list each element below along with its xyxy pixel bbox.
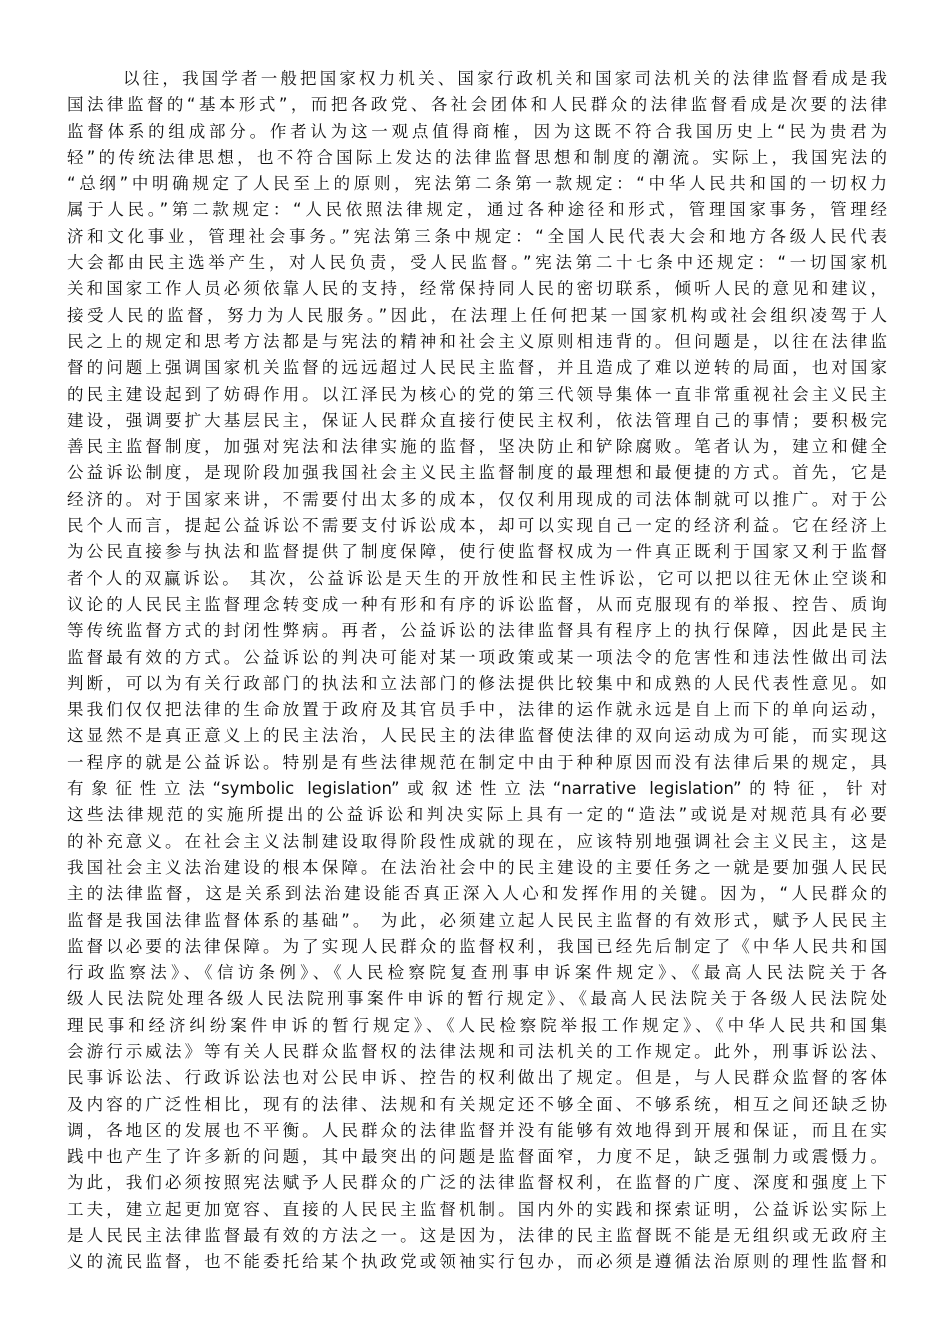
text-line: 经济的。对于国家来讲，不需要付出太多的成本，仅仅利用现成的司法体制就可以推广。对于公 bbox=[67, 489, 887, 509]
text-line: 一程序的就是公益诉讼。特别是有些法律规范在制定中由于种种原因而没有法律后果的规定，具 bbox=[67, 752, 887, 772]
text-line: 及内容的广泛性相比，现有的法律、法规和有关规定还不够全面、不够系统，相互之间还缺乏协 bbox=[67, 1094, 887, 1114]
text-line: 判断，可以为有关行政部门的执法和立法部门的修法提供比较集中和成熟的人民代表性意见。如 bbox=[67, 673, 887, 693]
text-line: 果我们仅仅把法律的生命放置于政府及其官员手中，法律的运作就永远是自上而下的单向运动， bbox=[67, 700, 887, 720]
text-line: 我国社会主义法治建设的根本保障。在法治社会中的民主建设的主要任务之一就是要加强人民民 bbox=[67, 857, 887, 877]
text-line: 级人民法院处理各级人民法院刑事案件申诉的暂行规定》、《最高人民法院关于各级人民法院处 bbox=[67, 989, 887, 1009]
text-line: 议论的人民民主监督理念转变成一种有形和有序的诉讼监督，从而克服现有的举报、控告、质询 bbox=[67, 594, 887, 614]
text-line: 监督最有效的方式。公益诉讼的判决可能对某一项政策或某一项法令的危害性和违法性做出司法 bbox=[67, 647, 887, 667]
text-line: 有象征性立法“symbolic legislation”或叙述性立法“narrative legislation”的特征，针对 bbox=[67, 779, 887, 799]
text-line: 这些法律规范的实施所提出的公益诉讼和判决实际上具有一定的“造法”或说是对规范具有必要 bbox=[67, 805, 887, 825]
text-line: 调，各地区的发展也不平衡。人民群众的法律监督并没有能够有效地得到开展和保证，而且在实 bbox=[67, 1120, 887, 1140]
text-line: 监督体系的组成部分。作者认为这一观点值得商榷，因为这既不符合我国历史上“民为贵君为 bbox=[67, 121, 887, 141]
text-line: 以往，我国学者一般把国家权力机关、国家行政机关和国家司法机关的法律监督看成是我 bbox=[123, 69, 887, 88]
text-line: 会游行示威法》等有关人民群众监督权的法律法规和司法机关的工作规定。此外，刑事诉讼法、 bbox=[67, 1041, 887, 1061]
text-line: 国法律监督的“基本形式”，而把各政党、各社会团体和人民群众的法律监督看成是次要的法律 bbox=[67, 95, 887, 115]
text-line: 善民主监督制度，加强对宪法和法律实施的监督，坚决防止和铲除腐败。笔者认为，建立和健全 bbox=[67, 437, 887, 457]
text-line: 建设，强调要扩大基层民主，保证人民群众直接行使民主权利，依法管理自己的事情；要积极完 bbox=[67, 410, 887, 430]
text-line: 义的流民监督，也不能委托给某个执政党或领袖实行包办，而必须是遵循法治原则的理性监督和 bbox=[67, 1252, 887, 1272]
document-page bbox=[67, 66, 887, 1276]
text-line: 监督是我国法律监督体系的基础”。 为此，必须建立起人民民主监督的有效形式，赋予人民民主 bbox=[67, 910, 887, 930]
text-line: 等传统监督方式的封闭性弊病。再者，公益诉讼的法律监督具有程序上的执行保障，因此是民主 bbox=[67, 621, 887, 641]
text-line: 公益诉讼制度，是现阶段加强我国社会主义民主监督制度的最理想和最便捷的方式。首先，它是 bbox=[67, 463, 887, 483]
text-line: 民之上的规定和思考方法都是与宪法的精神和社会主义原则相违背的。但问题是，以往在法律监 bbox=[67, 331, 887, 351]
text-line: 理民事和经济纠纷案件申诉的暂行规定》、《人民检察院举报工作规定》、《中华人民共和国集 bbox=[67, 1015, 887, 1035]
text-line: 济和文化事业，管理社会事务。”宪法第三条中规定：“全国人民代表大会和地方各级人民代表 bbox=[67, 226, 887, 246]
text-line: 行政监察法》、《信访条例》、《人民检察院复查刑事申诉案件规定》、《最高人民法院关于各 bbox=[67, 963, 887, 983]
text-line: 大会都由民主选举产生，对人民负责，受人民监督。”宪法第二十七条中还规定：“一切国家机 bbox=[67, 253, 887, 273]
text-line: 为此，我们必须按照宪法赋予人民群众的广泛的法律监督权利，在监督的广度、深度和强度上下 bbox=[67, 1173, 887, 1193]
text-line: “总纲”中明确规定了人民至上的原则，宪法第二条第一款规定：“中华人民共和国的一切权力 bbox=[67, 174, 887, 194]
text-line: 民事诉讼法、行政诉讼法也对公民申诉、控告的权利做出了规定。但是，与人民群众监督的客体 bbox=[67, 1068, 887, 1088]
text-line: 属于人民。”第二款规定：“人民依照法律规定，通过各种途径和形式，管理国家事务，管理经 bbox=[67, 200, 887, 220]
text-line: 这显然不是真正意义上的民主法治，人民民主的法律监督使法律的双向运动成为可能，而实现这 bbox=[67, 726, 887, 746]
text-line: 民个人而言，提起公益诉讼不需要支付诉讼成本，却可以实现自己一定的经济利益。它在经济上 bbox=[67, 516, 887, 536]
text-line: 的民主建设起到了妨碍作用。以江泽民为核心的党的第三代领导集体一直非常重视社会主义民主 bbox=[67, 384, 887, 404]
text-line: 为公民直接参与执法和监督提供了制度保障，使行使监督权成为一件真正既利于国家又利于监督 bbox=[67, 542, 887, 562]
text-line: 接受人民的监督，努力为人民服务。”因此，在法理上任何把某一国家机构或社会组织凌驾于人 bbox=[67, 305, 887, 325]
text-line: 工夫，建立起更加宽容、直接的人民民主监督机制。国内外的实践和探索证明，公益诉讼实际上 bbox=[67, 1199, 887, 1219]
text-line: 督的问题上强调国家机关监督的远远超过人民民主监督，并且造成了难以逆转的局面，也对国家 bbox=[67, 358, 887, 378]
text-line: 是人民民主法律监督最有效的方法之一。这是因为，法律的民主监督既不能是无组织或无政府主 bbox=[67, 1226, 887, 1246]
text-line: 关和国家工作人员必须依靠人民的支持，经常保持同人民的密切联系，倾听人民的意见和建议， bbox=[67, 279, 887, 299]
text-line: 者个人的双赢诉讼。 其次，公益诉讼是天生的开放性和民主性诉讼，它可以把以往无休止空谈和 bbox=[67, 568, 887, 588]
text-line: 轻”的传统法律思想，也不符合国际上发达的法律监督思想和制度的潮流。实际上，我国宪法的 bbox=[67, 147, 887, 167]
text-line: 主的法律监督，这是关系到法治建设能否真正深入人心和发挥作用的关键。因为，“人民群众的 bbox=[67, 884, 887, 904]
text-line: 的补充意义。在社会主义法制建设取得阶段性成就的现在，应该特别地强调社会主义民主，这是 bbox=[67, 831, 887, 851]
text-line: 监督以必要的法律保障。为了实现人民群众的监督权利，我国已经先后制定了《中华人民共和国 bbox=[67, 936, 887, 956]
text-line: 践中也产生了许多新的问题，其中最突出的问题是监督面窄，力度不足，缺乏强制力或震慑力。 bbox=[67, 1147, 887, 1167]
